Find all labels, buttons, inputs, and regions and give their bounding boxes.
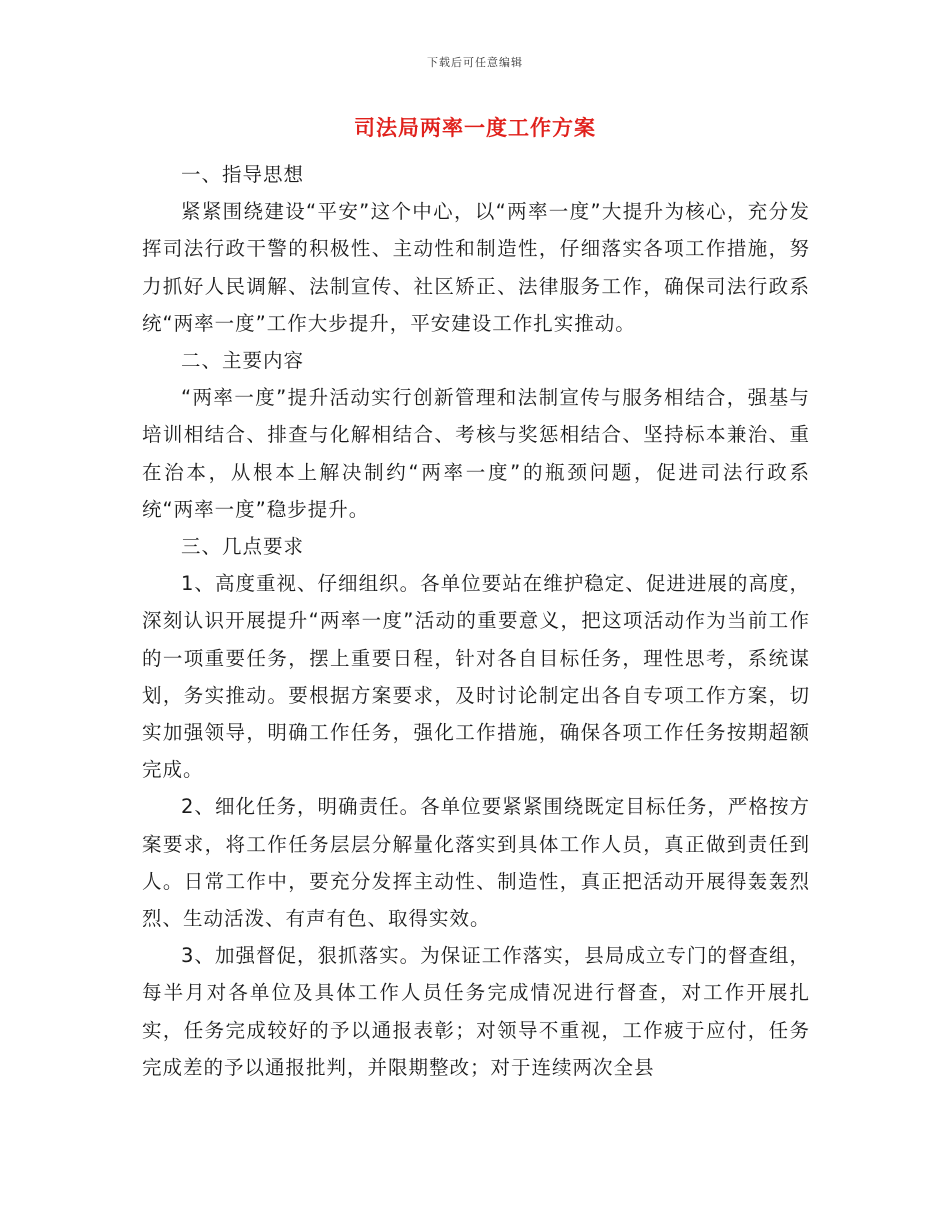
document-title: 司法局两率一度工作方案 [354, 116, 596, 140]
document-body [142, 156, 810, 1086]
paragraph-requirement-3: 3、加强督促，狠抓落实。为保证工作落实，县局成立专门的督查组，每半月对各单位及具体工作人员任务完成情况进行督查，对工作开展扎实，任务完成较好的予以通报表彰；对领导不重视，工作疲于应付，任务完成差的予以通报批判，并限期整改；对于连续两次全县 [142, 944, 810, 1079]
paragraph-requirement-1: 1、高度重视、仔细组织。各单位要站在维护稳定、促进进展的高度，深刻认识开展提升“两率一度”活动的重要意义，把这项活动作为当前工作的一项重要任务，摆上重要日程，针对各自目标任务，理性思考，系统谋划，务实推动。要根据方案要求，及时讨论制定出各自专项工作方案，切实加强领导，明确工作任务，强化工作措施，确保各项工作任务按期超额完成。 [142, 572, 810, 782]
section-heading-requirements: 三、几点要求 [181, 535, 305, 559]
section-heading-main-content: 二、主要内容 [181, 349, 305, 373]
section-heading-guiding-ideology: 一、指导思想 [181, 163, 305, 186]
header-note: 下载后可任意编辑 [427, 56, 523, 69]
paragraph-main-content: “两率一度”提升活动实行创新管理和法制宣传与服务相结合，强基与培训相结合、排查与化解相结合、考核与奖惩相结合、坚持标本兼治、重在治本，从根本上解决制约“两率一度”的瓶颈问题，促进司法行政系统“两率一度”稳步提升。 [142, 386, 810, 521]
paragraph-requirement-2: 2、细化任务，明确责任。各单位要紧紧围绕既定目标任务，严格按方案要求，将工作任务层层分解量化落实到具体工作人员，真正做到责任到人。日常工作中，要充分发挥主动性、制造性，真正把活动开展得轰轰烈烈、生动活泼、有声有色、取得实效。 [142, 795, 810, 931]
paragraph-guiding-ideology: 紧紧围绕建设“平安”这个中心，以“两率一度”大提升为核心，充分发挥司法行政干警的积极性、主动性和制造性，仔细落实各项工作措施，努力抓好人民调解、法制宣传、社区矫正、法律服务工作，确保司法行政系统“两率一度”工作大步提升，平安建设工作扎实推动。 [142, 200, 810, 335]
